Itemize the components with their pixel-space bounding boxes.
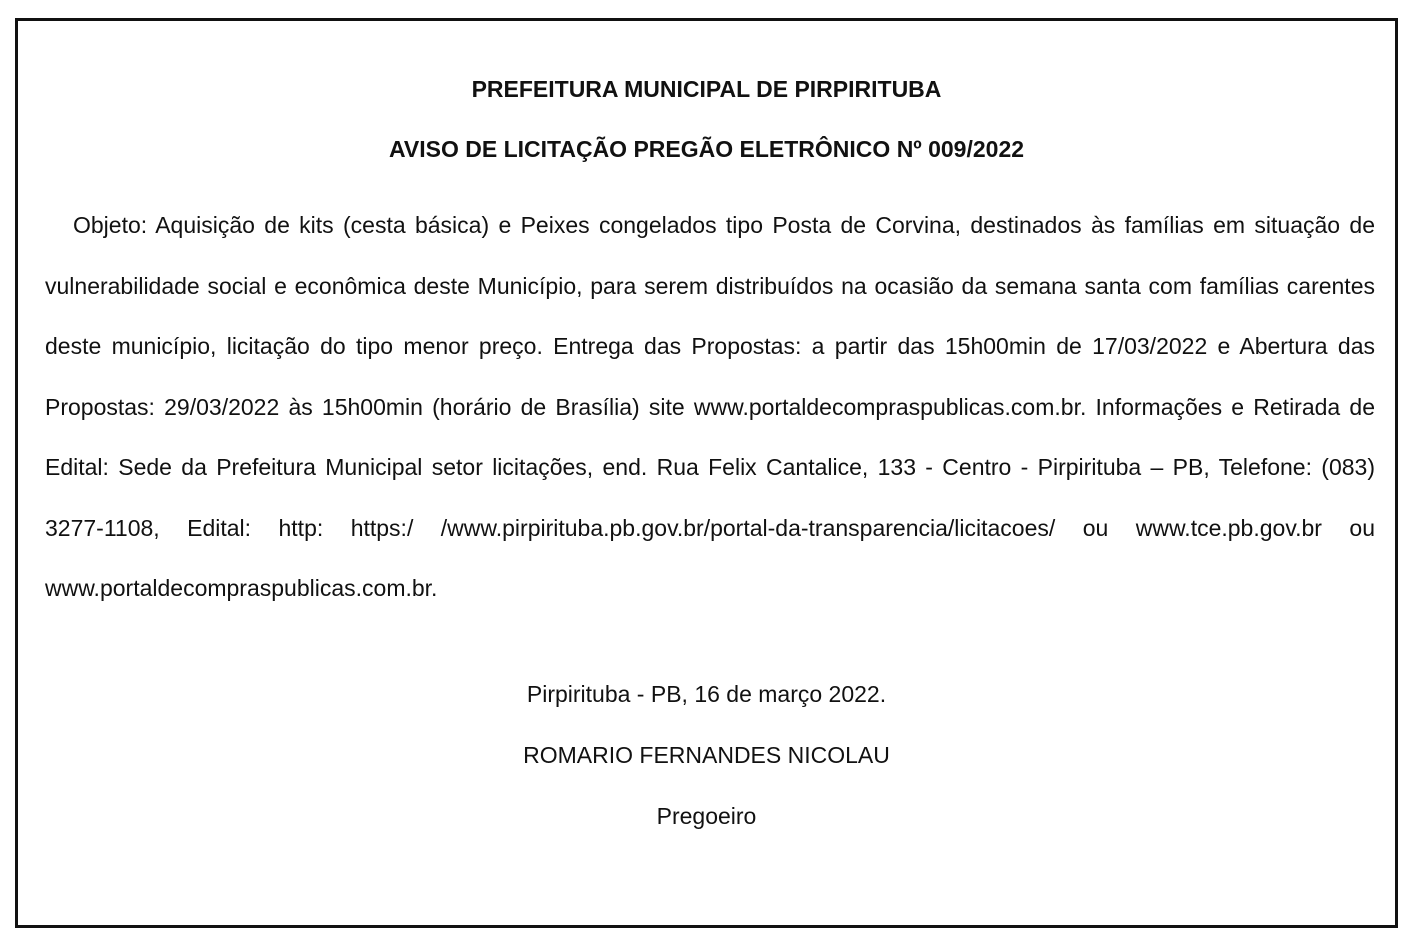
notice-box [15,18,1398,928]
place-date: Pirpirituba - PB, 16 de março 2022. [526,681,887,707]
notice-body: Objeto: Aquisição de kits (cesta básica) e Peixes congelados tipo Posta de Corvina, destinados às famílias em situação de vulnerabilidade social e econômica deste Município, para serem distribuídos na ocasião da semana santa com famílias carentes deste município, licitação do tipo menor preço. Entrega das Propostas: a partir das 15h00min de 17/03/2022 e Abertura das Propostas: 29/03/2022 às 15h00min (horário de Brasília) site www.portaldecompraspublicas.com.br. Informações e Retirada de Edital: Sede da Prefeitura Municipal setor licitações, end. Rua Felix Cantalice, 133 - Centro - Pirpirituba – PB, Telefone: (083) 3277-1108, Edital: http: https:/ /www.pirpirituba.pb.gov.br/portal-da-transparencia/licitacoes/ ou www.tce.pb.gov.br ou www.portaldecompraspublicas.com.br. [45,212,1375,601]
signer-name: ROMARIO FERNANDES NICOLAU [523,742,890,768]
notice-subtitle: AVISO DE LICITAÇÃO PREGÃO ELETRÔNICO Nº 009/2022 [388,136,1025,162]
signer-role: Pregoeiro [656,803,757,829]
notice-title: PREFEITURA MUNICIPAL DE PIRPIRITUBA [471,76,942,102]
